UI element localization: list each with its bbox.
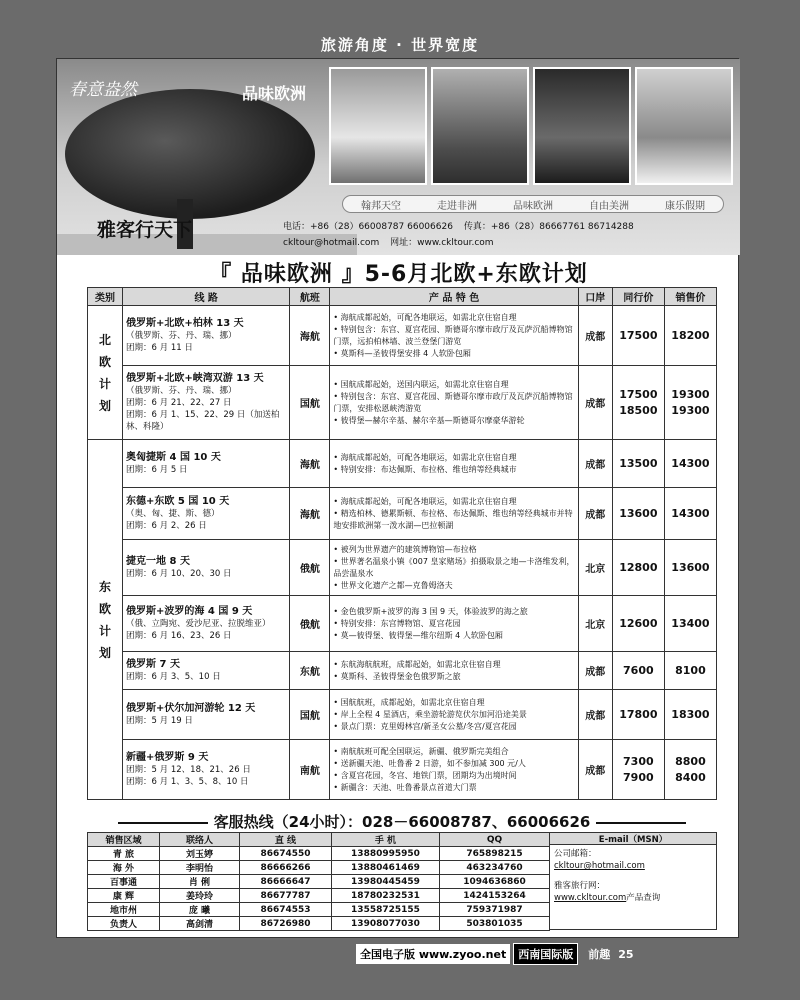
seaside-photo [635, 67, 733, 185]
feature-item: • 彼得堡—赫尔辛基、赫尔辛基—斯德哥尔摩豪华游轮 [333, 415, 574, 427]
tour-row [88, 366, 717, 440]
port-cell: 成都 [578, 690, 612, 740]
staff-phone: 86726980 [240, 917, 332, 931]
features-cell [330, 690, 578, 740]
feature-item: • 莫—彼得堡、彼得堡—维尔纽斯 4 人软卧包厢 [333, 630, 574, 642]
route-detail: （俄罗斯、芬、丹、瑞、挪） [126, 386, 237, 396]
staff-region: 海 外 [88, 861, 160, 875]
peer-price: 7300 [623, 754, 654, 768]
col-sale-price: 销售价 [664, 288, 716, 306]
feature-item: • 国航成都起始，送国内联运，如需北京住宿自理 [333, 379, 574, 391]
staff-mobile: 18780232531 [332, 889, 440, 903]
route-detail: 团期：6 月 21、22、27 日 [126, 398, 232, 408]
sale-price-cell [664, 306, 716, 366]
col-features: 产 品 特 色 [330, 288, 578, 306]
staff-region: 负责人 [88, 917, 160, 931]
hotline [87, 811, 717, 832]
staff-qq: 503801035 [440, 917, 550, 931]
staff-qq: 463234760 [440, 861, 550, 875]
route-cell [123, 306, 290, 366]
sale-price: 18300 [671, 707, 710, 721]
mailbox [549, 832, 717, 930]
staff-contact: 刘玉婷 [160, 847, 240, 861]
route-name: 俄罗斯+北欧+峡湾双游 13 天 [126, 373, 264, 384]
peer-price-cell [612, 596, 664, 652]
tag-item: 翰邦天空 [361, 200, 401, 212]
sale-price: 18200 [671, 328, 710, 342]
peer-price: 17500 [619, 387, 658, 401]
category-cell [88, 440, 123, 800]
mailbox-header: E-mail（MSN） [550, 833, 716, 845]
airline-cell: 俄航 [290, 596, 330, 652]
route-cell [123, 740, 290, 800]
staff-phone: 86677787 [240, 889, 332, 903]
route-detail: 团期：6 月 1、3、5、8、10 日 [126, 777, 249, 787]
sale-price: 19300 [671, 387, 710, 401]
route-detail: 团期：6 月 3、5、10 日 [126, 672, 221, 682]
phone-text: 电话：+86（28）66008787 66006626 [283, 222, 453, 232]
sale-price: 14300 [671, 456, 710, 470]
sale-price-cell [664, 652, 716, 690]
site-note: 产品查询 [626, 893, 661, 903]
features-cell [330, 596, 578, 652]
page-footer [356, 944, 634, 964]
staff-mobile: 13558725155 [332, 903, 440, 917]
hotline-numbers: 028－66008787、66006626 [362, 813, 591, 831]
peer-price-cell [612, 540, 664, 596]
staff-mobile: 13980445459 [332, 875, 440, 889]
category-cell [88, 306, 123, 440]
banner [57, 59, 740, 255]
category-label: 东欧计划 [99, 579, 112, 660]
sale-price: 13600 [671, 560, 710, 574]
peer-price-cell [612, 306, 664, 366]
feature-item: • 金色俄罗斯+波罗的海 3 国 9 天，体验波罗的海之旅 [333, 606, 574, 618]
feature-item: • 南航航班可配全国联运，新疆、俄罗斯完美组合 [333, 746, 574, 758]
peer-price: 13500 [619, 456, 658, 470]
peer-price: 12800 [619, 560, 658, 574]
sale-price-cell [664, 740, 716, 800]
sale-price: 8400 [675, 770, 706, 784]
staff-region: 康 辉 [88, 889, 160, 903]
airline-cell: 国航 [290, 366, 330, 440]
features-cell [330, 366, 578, 440]
footer-brand: 西南国际版 [513, 943, 578, 965]
route-detail: （俄、立陶宛、爱沙尼亚、拉脱维亚） [126, 619, 271, 629]
tour-row [88, 540, 717, 596]
feature-item: • 海航成都起始，可配各地联运，如需北京住宿自理 [333, 312, 574, 324]
sale-price-cell [664, 488, 716, 540]
route-name: 俄罗斯+伏尔加河游轮 12 天 [126, 703, 256, 714]
staff-col-qq: QQ [440, 833, 550, 847]
staff-mobile: 13880461469 [332, 861, 440, 875]
peer-price-cell [612, 488, 664, 540]
contact-line-2 [283, 235, 502, 248]
tag-item: 品味欧洲 [513, 200, 553, 212]
route-detail: 团期：6 月 1、15、22、29 日（加送柏林、科隆） [126, 410, 280, 432]
feature-item: • 特别包含：东宫、夏宫花园、斯德哥尔摩市政厅及瓦萨沉船博物馆门票，远拍柏林墙、波兰登堡门游览 [333, 324, 574, 348]
sale-price-cell [664, 440, 716, 488]
airline-cell: 海航 [290, 306, 330, 366]
category-label: 北欧计划 [99, 332, 112, 413]
peer-price: 7900 [623, 770, 654, 784]
sale-price-cell [664, 690, 716, 740]
port-cell: 北京 [578, 540, 612, 596]
route-detail: 团期：6 月 5 日 [126, 465, 188, 475]
footer-site: 全国电子版 www.zyoo.net [356, 944, 510, 964]
staff-table [87, 832, 550, 931]
airline-cell: 俄航 [290, 540, 330, 596]
sale-price-cell [664, 596, 716, 652]
tour-row [88, 596, 717, 652]
airline-cell: 国航 [290, 690, 330, 740]
staff-contact: 姜玲玲 [160, 889, 240, 903]
fax-text: 传真：+86（28）86667761 86714288 [463, 222, 634, 232]
staff-phone: 86666647 [240, 875, 332, 889]
feature-item: • 特别安排：东宫博物馆、夏宫花园 [333, 618, 574, 630]
port-cell: 成都 [578, 652, 612, 690]
banner-brand: 品味欧洲 [242, 84, 307, 103]
route-detail: 团期：6 月 16、23、26 日 [126, 631, 232, 641]
route-name: 俄罗斯+波罗的海 4 国 9 天 [126, 606, 253, 617]
route-cell [123, 440, 290, 488]
route-cell [123, 596, 290, 652]
hotline-label: 客服热线（24小时）： [213, 813, 363, 831]
airline-cell: 海航 [290, 488, 330, 540]
sale-price: 14300 [671, 506, 710, 520]
peer-price: 13600 [619, 506, 658, 520]
features-cell [330, 488, 578, 540]
route-detail: （俄罗斯、芬、丹、瑞、挪） [126, 331, 237, 341]
route-name: 俄罗斯+北欧+柏林 13 天 [126, 318, 244, 329]
tour-row [88, 488, 717, 540]
route-name: 俄罗斯 7 天 [126, 659, 180, 670]
airline-cell: 海航 [290, 440, 330, 488]
tag-item: 自由美洲 [589, 200, 629, 212]
page-tagline: 旅游角度 · 世界宽度 [320, 36, 480, 54]
staff-qq: 759371987 [440, 903, 550, 917]
staff-region: 青 旅 [88, 847, 160, 861]
staff-row [88, 903, 550, 917]
feature-item: • 莫斯科、圣彼得堡金色俄罗斯之旅 [333, 671, 574, 683]
peer-price-cell [612, 690, 664, 740]
staff-row [88, 917, 550, 931]
staff-col-region: 销售区域 [88, 833, 160, 847]
banner-slogan-main: 雅客行天下 [97, 219, 193, 241]
route-detail: （奥、匈、捷、斯、德） [126, 509, 220, 519]
features-cell [330, 440, 578, 488]
port-cell: 成都 [578, 366, 612, 440]
airline-cell: 南航 [290, 740, 330, 800]
feature-item: • 海航成都起始，可配各地联运，如需北京住宿自理 [333, 452, 574, 464]
eiffel-tower-photo [329, 67, 427, 185]
route-detail: 团期：6 月 10、20、30 日 [126, 569, 232, 579]
tour-row [88, 740, 717, 800]
table-header-row [88, 288, 717, 306]
staff-phone: 86674550 [240, 847, 332, 861]
feature-item: • 含夏宫花园，冬宫、地铁门票，团期均为出境时间 [333, 770, 574, 782]
col-category: 类别 [88, 288, 123, 306]
peer-price-cell [612, 440, 664, 488]
route-cell [123, 366, 290, 440]
route-cell [123, 690, 290, 740]
peer-price: 7600 [623, 663, 654, 677]
chateau-photo [431, 67, 529, 185]
staff-row [88, 847, 550, 861]
contact-line-1 [283, 219, 642, 232]
sale-price: 19300 [671, 403, 710, 417]
features-cell [330, 306, 578, 366]
feature-item: • 精选柏林、德累斯顿、布拉格、布达佩斯、维也纳等经典城市并特地安排欧洲第一泼水湖—巴拉顿湖 [333, 508, 574, 532]
sale-price-cell [664, 540, 716, 596]
page-title: 『 品味欧洲 』5-6月北欧+东欧计划 [209, 262, 588, 287]
staff-qq: 765898215 [440, 847, 550, 861]
feature-item: • 东航海航航班，成都起始，如需北京住宿自理 [333, 659, 574, 671]
feature-item: • 世界著名温泉小镇《007 皇家赌场》拍摄取景之地—卡洛维发利，品尝温泉水 [333, 556, 574, 580]
site-label: 雅客旅行网： [554, 881, 606, 891]
site-link[interactable]: www.ckltour.com [554, 893, 627, 903]
port-cell: 成都 [578, 440, 612, 488]
email-text[interactable]: ckltour@hotmail.com [283, 238, 380, 248]
route-cell [123, 652, 290, 690]
sale-price: 13400 [671, 616, 710, 630]
cathedral-photo [533, 67, 631, 185]
product-tags [342, 195, 724, 213]
staff-col-contact: 联络人 [160, 833, 240, 847]
route-cell [123, 540, 290, 596]
feature-item: • 莫斯科—圣彼得堡安排 4 人软卧包厢 [333, 348, 574, 360]
sale-price-cell [664, 366, 716, 440]
route-detail: 团期：6 月 2、26 日 [126, 521, 207, 531]
staff-qq: 1424153264 [440, 889, 550, 903]
staff-col-phone: 直 线 [240, 833, 332, 847]
peer-price-cell [612, 652, 664, 690]
route-detail: 团期：6 月 11 日 [126, 343, 193, 353]
staff-region: 百事通 [88, 875, 160, 889]
port-cell: 成都 [578, 740, 612, 800]
port-cell: 成都 [578, 488, 612, 540]
peer-price: 18500 [619, 403, 658, 417]
features-cell [330, 540, 578, 596]
feature-item: • 被列为世界遗产的建筑博物馆—布拉格 [333, 544, 574, 556]
route-detail: 团期：5 月 12、18、21、26 日 [126, 765, 251, 775]
staff-mobile: 13880995950 [332, 847, 440, 861]
staff-header-row [88, 833, 550, 847]
staff-row [88, 889, 550, 903]
tour-row [88, 690, 717, 740]
tour-table [87, 287, 717, 800]
feature-item: • 景点门票：克里姆林宫/新圣女公墓/冬宫/夏宫花园 [333, 721, 574, 733]
route-name: 捷克一地 8 天 [126, 556, 190, 567]
staff-region: 地市州 [88, 903, 160, 917]
features-cell [330, 652, 578, 690]
col-port: 口岸 [578, 288, 612, 306]
staff-phone: 86666266 [240, 861, 332, 875]
route-cell [123, 488, 290, 540]
staff-col-mobile: 手 机 [332, 833, 440, 847]
staff-contact: 庞 曦 [160, 903, 240, 917]
staff-mobile: 13908077030 [332, 917, 440, 931]
route-detail: 团期：5 月 19 日 [126, 716, 193, 726]
staff-phone: 86674553 [240, 903, 332, 917]
feature-item: • 送新疆天池、吐鲁番 2 日游，如不参加减 300 元/人 [333, 758, 574, 770]
col-route: 线 路 [123, 288, 290, 306]
port-cell: 成都 [578, 306, 612, 366]
airline-cell: 东航 [290, 652, 330, 690]
tour-row [88, 440, 717, 488]
feature-item: • 海航成都起始，可配各地联运，如需北京住宿自理 [333, 496, 574, 508]
tour-row [88, 306, 717, 366]
peer-price: 12600 [619, 616, 658, 630]
tag-item: 康乐假期 [665, 200, 705, 212]
feature-item: • 世界文化遗产之都—克鲁姆洛夫 [333, 580, 574, 592]
tour-row [88, 652, 717, 690]
sale-price: 8100 [675, 663, 706, 677]
staff-contact: 肖 俐 [160, 875, 240, 889]
peer-price-cell [612, 366, 664, 440]
port-cell: 北京 [578, 596, 612, 652]
feature-item: • 特别包含：东宫、夏宫花园、斯德哥尔摩市政厅及瓦萨沉船博物馆门票，安排松恩峡湾游览 [333, 391, 574, 415]
staff-contact: 高剑清 [160, 917, 240, 931]
banner-slogan-top: 春意盎然 [69, 80, 137, 100]
peer-price: 17500 [619, 328, 658, 342]
col-peer-price: 同行价 [612, 288, 664, 306]
col-airline: 航班 [290, 288, 330, 306]
staff-contact: 李明怡 [160, 861, 240, 875]
company-mail-link[interactable]: ckltour@hotmail.com [554, 861, 645, 871]
feature-item: • 特别安排：布达佩斯、布拉格、维也纳等经典城市 [333, 464, 574, 476]
feature-item: • 岸上全程 4 星酒店，乘坐游轮游览伏尔加河沿途美景 [333, 709, 574, 721]
features-cell [330, 740, 578, 800]
feature-item: • 新疆含：天池、吐鲁番景点首道大门票 [333, 782, 574, 794]
company-mail-label: 公司邮箱： [554, 849, 597, 859]
feature-item: • 国航航班，成都起始，如需北京住宿自理 [333, 697, 574, 709]
route-name: 奥匈捷斯 4 国 10 天 [126, 452, 221, 463]
route-name: 新疆+俄罗斯 9 天 [126, 752, 209, 763]
staff-qq: 1094636860 [440, 875, 550, 889]
peer-price-cell [612, 740, 664, 800]
ad-page [56, 58, 739, 938]
footer-section: 前趣 [588, 948, 611, 961]
sale-price: 8800 [675, 754, 706, 768]
staff-row [88, 875, 550, 889]
staff-row [88, 861, 550, 875]
website-text[interactable]: 网址：www.ckltour.com [390, 238, 494, 248]
page-number: 25 [618, 947, 634, 961]
tag-item: 走进非洲 [437, 200, 477, 212]
peer-price: 17800 [619, 707, 658, 721]
route-name: 东德+东欧 5 国 10 天 [126, 496, 230, 507]
